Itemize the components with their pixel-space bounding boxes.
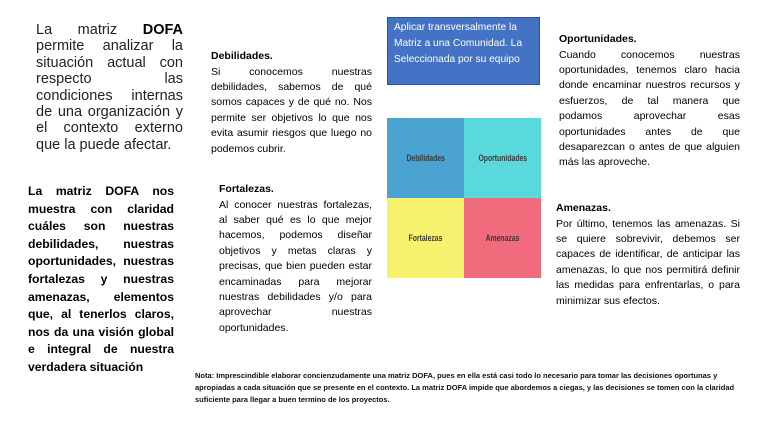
summary-paragraph: La matriz DOFA nos muestra con claridad cuáles son nuestras debilidades, nuestras oportunidades, nuestras fortalezas y nuestras amenazas, elementos que, al tenerlos claros, nos da una visión global e integral de nuestra verdadera situación: [28, 184, 174, 374]
intro-dofa: DOFA: [142, 22, 183, 38]
amenazas-title: Amenazas.: [556, 202, 611, 214]
amenazas-body: Por último, tenemos las amenazas. Si se quiere sobrevivir, debemos ser capaces de identificar, de anticipar las amenazas, lo que nos permitirá definir las medidas para enfrentarlas, o para minimizar sus efectos.: [556, 217, 740, 307]
matrix-label-fortalezas: Fortalezas: [408, 232, 443, 244]
dofa-matrix: [387, 118, 541, 278]
fortalezas-section: [219, 182, 372, 336]
debilidades-body: Si conocemos nuestras debilidades, sabemos de qué somos capaces y de qué no. Nos permite ser objetivos lo que nos evita asumir riesgos que luego no podemos cubrir.: [211, 65, 372, 155]
debilidades-section: [211, 49, 372, 157]
intro-text: permite analizar la situación actual con respecto las condiciones internas de una organización y el contexto externo que la puede afectar.: [36, 38, 183, 153]
matrix-cell-fortalezas: [387, 198, 464, 278]
amenazas-section: [556, 201, 740, 309]
matrix-cell-oportunidades: [464, 118, 541, 198]
matrix-cell-amenazas: [464, 198, 541, 278]
matrix-cell-debilidades: [387, 118, 464, 198]
oportunidades-body: Cuando conocemos nuestras oportunidades, tenemos claro hacia donde encaminar nuestros recursos y esfuerzos, de tal manera que podamos aprovechar esas oportunidades antes de que desaparezcan o antes de que alguien más las aproveche.: [559, 48, 740, 169]
oportunidades-section: [559, 32, 740, 171]
oportunidades-title: Oportunidades.: [559, 33, 637, 45]
intro-paragraph: [36, 22, 183, 153]
matrix-label-amenazas: Amenazas: [485, 232, 520, 244]
nota-footnote: Nota: Imprescindible elaborar concienzudamente una matriz DOFA, pues en ella está casi todo lo necesario para tomar las decisiones oportunas y apropiadas a cada situación que se presente en el contexto. La matriz DOFA impide que abordemos a ciegas, y las decisiones se tomen con la claridad suficiente para llegar a buen termino de los proyectos.: [195, 371, 735, 404]
fortalezas-body: Al conocer nuestras fortalezas, al saber qué es lo que mejor hacemos, podemos diseñar objetivos y metas claras y precisas, que bien pueden estar encaminadas para mejorar nuestras debilidades y/o para aprovechar nuestras oportunidades.: [219, 198, 372, 334]
matrix-label-debilidades: Debilidades: [406, 152, 445, 164]
debilidades-title: Debilidades.: [211, 50, 273, 62]
fortalezas-title: Fortalezas.: [219, 183, 274, 195]
matrix-label-oportunidades: Oportunidades: [478, 152, 527, 164]
callout-box: Aplicar transversalmente la Matriz a una Comunidad. La Seleccionada por su equipo: [387, 17, 540, 85]
intro-prefix: La matriz: [36, 22, 118, 38]
